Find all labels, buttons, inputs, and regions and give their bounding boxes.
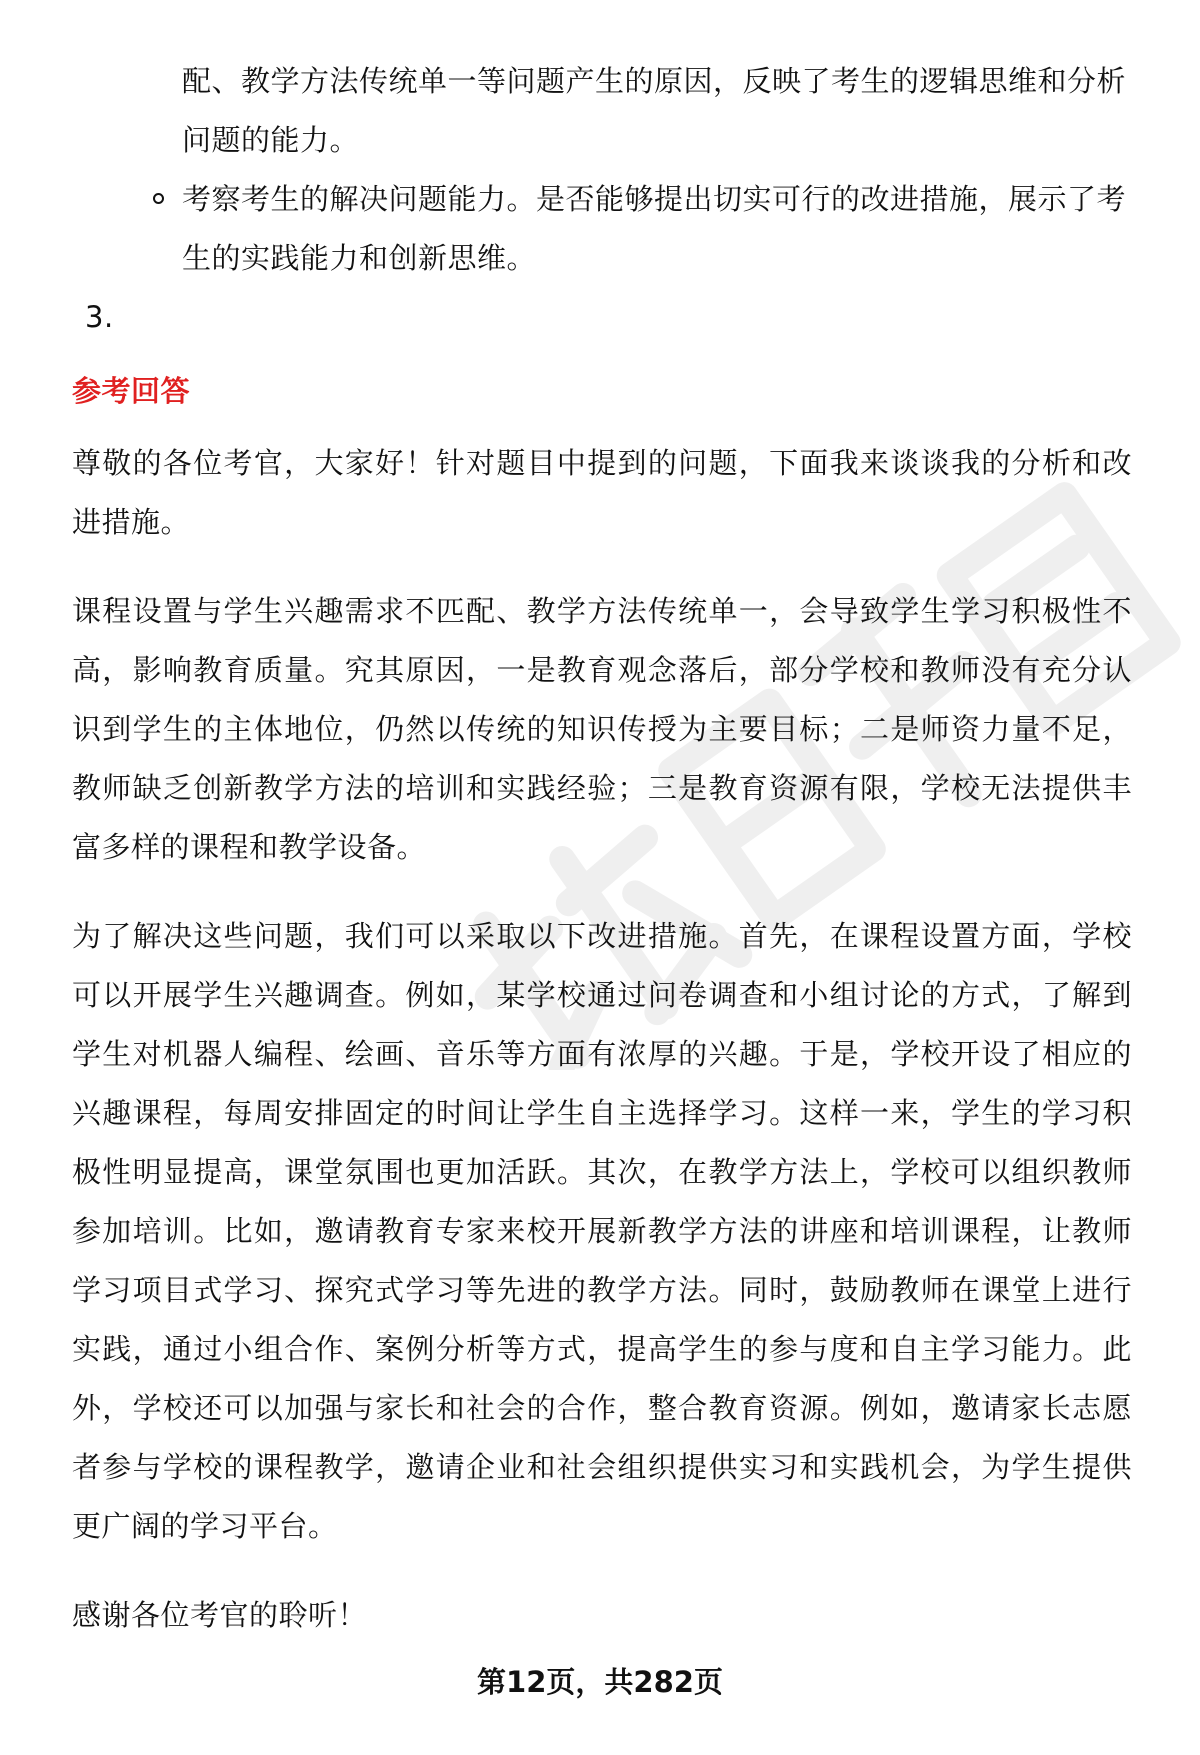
section-heading: 参考回答 — [72, 374, 191, 408]
continuation-line-1: 配、教学方法传统单一等问题产生的原因，反映了考生的逻辑思维和分析 — [182, 64, 1127, 98]
continuation-line-2: 问题的能力。 — [182, 123, 360, 157]
paragraph-closing: 感谢各位考官的聆听！ — [72, 1598, 368, 1632]
bullet-line-2: 生的实践能力和创新思维。 — [182, 241, 537, 275]
paragraph-analysis: 课程设置与学生兴趣需求不匹配、教学方法传统单一，会导致学生学习积极性不高，影响教育质量。究其原因，一是教育观念落后，部分学校和教师没有充分认识到学生的主体地位，仍然以传统的知识传授为主要目标；二是师资力量不足，教师缺乏创新教学方法的培训和实践经验；三是教育资源有限，学校无法提供丰富多样的课程和教学设备。 — [72, 594, 1132, 864]
paragraph-greeting: 尊敬的各位考官，大家好！针对题目中提到的问题，下面我来谈谈我的分析和改进措施。 — [72, 446, 1132, 539]
numbered-item-3: 3. — [85, 300, 114, 334]
bullet-line-1: 考察考生的解决问题能力。是否能够提出切实可行的改进措施，展示了考 — [182, 182, 1127, 216]
paragraph-measures: 为了解决这些问题，我们可以采取以下改进措施。首先，在课程设置方面，学校可以开展学生兴趣调查。例如，某学校通过问卷调查和小组讨论的方式，了解到学生对机器人编程、绘画、音乐等方面有浓厚的兴趣。于是，学校开设了相应的兴趣课程，每周安排固定的时间让学生自主选择学习。这样一来，学生的学习积极性明显提高，课堂氛围也更加活跃。其次，在教学方法上，学校可以组织教师参加培训。比如，邀请教育专家来校开展新教学方法的讲座和培训课程，让教师学习项目式学习、探究式学习等先进的教学方法。同时，鼓励教师在课堂上进行实践，通过小组合作、案例分析等方式，提高学生的参与度和自主学习能力。此外，学校还可以加强与家长和社会的合作，整合教育资源。例如，邀请家长志愿者参与学校的课程教学，邀请企业和社会组织提供实习和实践机会，为学生提供更广阔的学习平台。 — [72, 919, 1132, 1543]
bullet-list-item — [182, 170, 1132, 288]
hollow-circle-bullet-icon — [153, 193, 164, 204]
page-number-footer: 第12页，共282页 — [477, 1665, 723, 1699]
document-body — [72, 52, 1132, 1675]
